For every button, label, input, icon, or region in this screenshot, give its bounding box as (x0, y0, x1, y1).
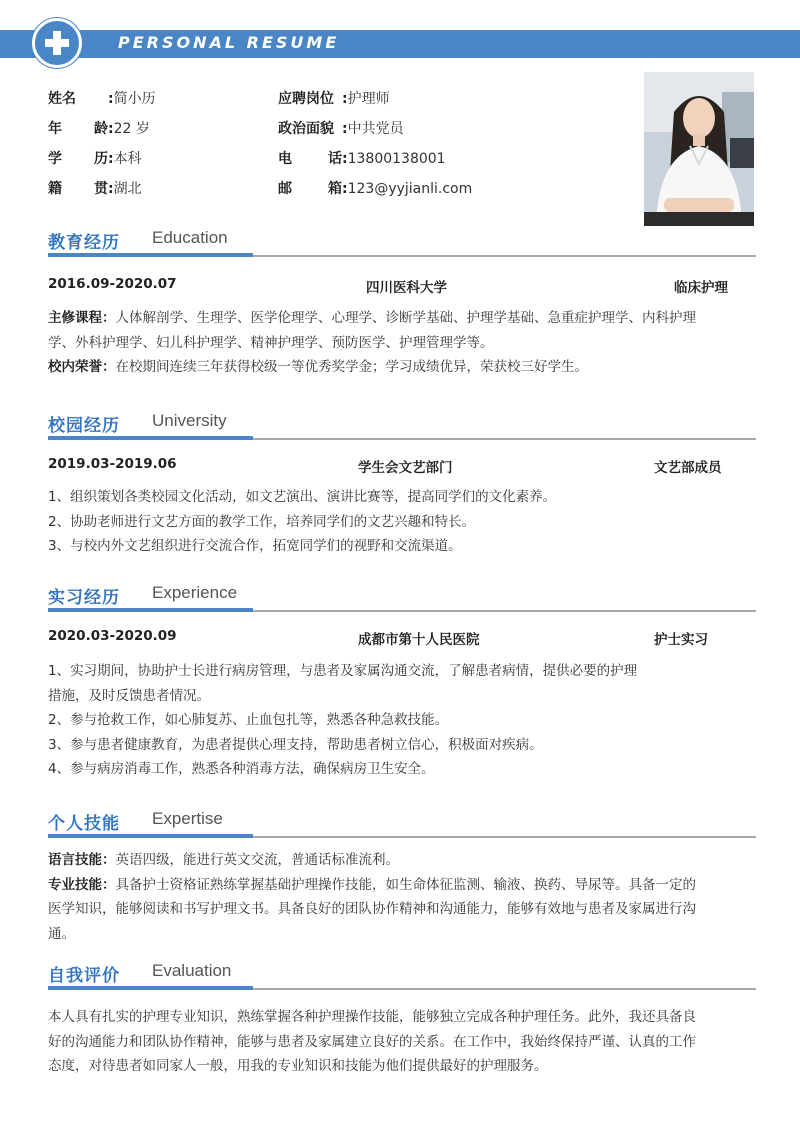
education-major: 临床护理 (674, 280, 728, 296)
evaluation-line: 态度，对待患者如同家人一般，用我的专业知识和技能为他们提供最好的护理服务。 (48, 1058, 548, 1074)
list-item: 1、组织策划各类校园文化活动，如文艺演出、演讲比赛等，提高同学们的文化素养。 (48, 489, 557, 505)
evaluation-text (48, 1005, 758, 1079)
resume-title: PERSONAL RESUME (118, 33, 340, 52)
info-value: 本科 (113, 151, 142, 167)
info-label: 政治面貌 (278, 121, 334, 137)
colon: : (342, 121, 348, 137)
university-list (48, 485, 758, 559)
colon: : (108, 181, 114, 197)
university-date: 2019.03-2019.06 (48, 456, 177, 472)
info-label: 电 话 (278, 151, 342, 167)
courses-line (48, 306, 758, 331)
info-value: 123@yyjianli.com (347, 181, 473, 197)
pro-skill-label: 专业技能： (48, 876, 116, 893)
info-political (278, 119, 404, 139)
info-phone (278, 149, 446, 169)
section-experience-title (48, 583, 756, 613)
section-title-cn: 个人技能 (48, 814, 120, 834)
experience-role: 护士实习 (654, 632, 708, 648)
courses-line-2: 学、外科护理学、妇儿科护理学、精神护理学、预防医学、护理管理学等。 (48, 334, 494, 351)
profile-photo (644, 72, 754, 226)
info-name (48, 89, 156, 109)
info-hometown (48, 179, 142, 199)
info-value: 湖北 (113, 181, 142, 197)
pro-skill-line-3: 通。 (48, 925, 75, 942)
courses-label: 主修课程： (48, 310, 116, 326)
experience-org: 成都市第十人民医院 (358, 632, 480, 648)
medical-cross-icon (32, 18, 82, 68)
info-email (278, 179, 472, 199)
list-item: 3、与校内外文艺组织进行交流合作，拓宽同学们的视野和交流渠道。 (48, 538, 462, 554)
list-item: 措施，及时反馈患者情况。 (48, 687, 210, 704)
info-age (48, 119, 150, 139)
colon: : (108, 91, 114, 107)
info-value: 护理师 (347, 91, 390, 107)
courses-text: 人体解剖学、生理学、医学伦理学、心理学、诊断学基础、护理学基础、急重症护理学、内科护理 (115, 310, 696, 326)
list-item: 3、参与患者健康教育，为患者提供心理支持，帮助患者树立信心，积极面对疾病。 (48, 736, 543, 753)
education-date: 2016.09-2020.07 (48, 276, 177, 292)
pro-skill-line-2: 医学知识，能够阅读和书写护理文书。具备良好的团队协作精神和沟通能力，能够有效地与患者及家属进行沟 (48, 901, 696, 917)
honors-text: 在校期间连续三年获得校级一等优秀奖学金；学习成绩优异，荣获校三好学生。 (115, 359, 588, 375)
section-title-cn: 自我评价 (48, 966, 120, 986)
university-role: 文艺部成员 (654, 460, 722, 476)
info-value: 中共党员 (347, 121, 404, 137)
divider-accent (48, 834, 253, 838)
info-degree (48, 149, 142, 169)
section-title-en: Evaluation (152, 961, 232, 980)
language-skill-line (48, 848, 758, 873)
info-value: 13800138001 (347, 151, 446, 167)
section-university-title (48, 411, 756, 441)
info-label: 应聘岗位 (278, 91, 334, 107)
honors-line (48, 355, 758, 380)
divider-accent (48, 608, 253, 612)
section-title-cn: 实习经历 (48, 588, 120, 608)
list-item: 2、参与抢救工作，如心肺复苏、止血包扎等，熟悉各种急救技能。 (48, 712, 449, 728)
education-details (48, 306, 758, 380)
section-title-en: Expertise (152, 809, 223, 828)
university-org: 学生会文艺部门 (358, 460, 453, 476)
colon: : (108, 121, 114, 137)
info-label: 年 龄 (48, 121, 108, 137)
section-title-en: Experience (152, 583, 238, 602)
info-label: 邮 箱 (278, 181, 342, 197)
divider-accent (48, 986, 253, 990)
language-skill-text: 英语四级，能进行英文交流，普通话标准流利。 (115, 852, 399, 868)
header-bar (0, 30, 800, 58)
skills-details (48, 848, 758, 946)
info-label: 籍 贯 (48, 181, 108, 197)
pro-skill-text: 具备护士资格证熟练掌握基础护理操作技能，如生命体征监测、输液、换药、导尿等。具备一定的 (115, 876, 696, 893)
colon: : (342, 151, 348, 167)
language-skill-label: 语言技能： (48, 852, 116, 868)
pro-skill-line (48, 873, 758, 898)
list-item: 2、协助老师进行文艺方面的教学工作，培养同学们的文艺兴趣和特长。 (48, 513, 476, 530)
section-evaluation-title (48, 961, 756, 991)
honors-label: 校内荣誉： (48, 359, 116, 375)
divider-accent (48, 253, 253, 257)
section-title-en: Education (152, 228, 228, 247)
info-label: 姓名 (48, 91, 76, 107)
section-title-cn: 校园经历 (48, 416, 120, 436)
list-item: 1、实习期间，协助护士长进行病房管理，与患者及家属沟通交流，了解患者病情，提供必要的护理 (48, 663, 638, 679)
section-skills-title (48, 809, 756, 839)
experience-date: 2020.03-2020.09 (48, 628, 177, 644)
evaluation-line: 本人具有扎实的护理专业知识，熟练掌握各种护理操作技能，能够独立完成各种护理任务。此外，我还具备良 (48, 1009, 696, 1025)
education-school: 四川医科大学 (366, 280, 447, 296)
evaluation-line: 好的沟通能力和团队协作精神，能够与患者及家属建立良好的关系。在工作中，我始终保持严谨、认真的工作 (48, 1033, 696, 1050)
info-value: 22 岁 (113, 121, 150, 137)
info-value: 简小历 (113, 91, 156, 107)
info-label: 学 历 (48, 151, 108, 167)
colon: : (108, 151, 114, 167)
section-title-en: University (152, 411, 227, 430)
divider-accent (48, 436, 253, 440)
experience-list (48, 659, 758, 782)
info-position (278, 89, 390, 109)
colon: : (342, 181, 348, 197)
colon: : (342, 91, 348, 107)
section-title-cn: 教育经历 (48, 233, 120, 253)
list-item: 4、参与病房消毒工作，熟悉各种消毒方法，确保病房卫生安全。 (48, 761, 435, 777)
section-education-title (48, 228, 756, 258)
